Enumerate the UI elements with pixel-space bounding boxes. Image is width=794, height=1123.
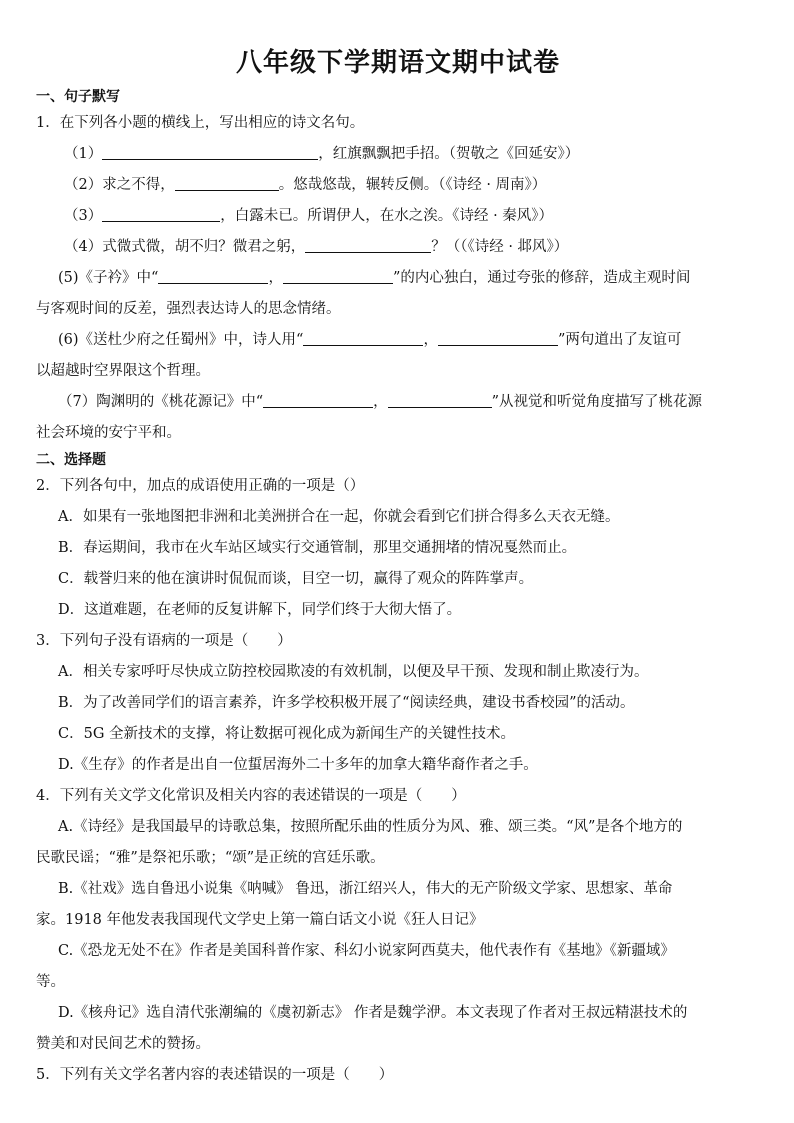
question-4-option-c-continued: 等。: [36, 974, 65, 990]
item-text: ，白露未已。所谓伊人，在水之涘。《诗经 · 秦风》）: [220, 208, 554, 224]
question-4-option-a[interactable]: A.《诗经》是我国最早的诗歌总集，按照所配乐曲的性质分为风、雅、颂三类。“风”是各个地方的: [58, 819, 683, 835]
question-4-stem: 4．下列有关文学文化常识及相关内容的表述错误的一项是（ ）: [36, 788, 466, 804]
answer-blank[interactable]: [102, 143, 318, 160]
section-heading-dictation: 一、句子默写: [36, 89, 120, 105]
item-text: 。悠哉悠哉，辗转反侧。（《诗经 · 周南》）: [278, 177, 547, 193]
question-1-item-2: [36, 170, 760, 201]
answer-blank[interactable]: [438, 329, 558, 346]
item-text: ”从视觉和听觉角度描写了桃花源: [491, 394, 703, 410]
question-2-option-d[interactable]: D．这道难题，在老师的反复讲解下，同学们终于大彻大悟了。: [58, 602, 462, 618]
item-text: （2）求之不得，: [64, 177, 175, 193]
question-3-option-b[interactable]: B．为了改善同学们的语言素养，许多学校积极开展了“阅读经典，建设书香校园”的活动。: [58, 695, 635, 711]
item-text: (5)《子衿》中“: [58, 270, 159, 286]
item-number: （1）: [64, 146, 103, 162]
answer-blank[interactable]: [263, 391, 373, 408]
question-1-item-6-continued: 以超越时空界限这个哲理。: [36, 363, 210, 379]
question-4-option-b-continued: 家。1918 年他发表我国现代文学史上第一篇白话文小说《狂人日记》: [36, 912, 484, 928]
answer-blank[interactable]: [102, 205, 220, 222]
question-1-item-1: [36, 139, 760, 170]
question-1-item-6: [36, 325, 760, 356]
question-2-stem: 2．下列各句中，加点的成语使用正确的一项是（）: [36, 478, 365, 494]
page-title: 八年级下学期语文期中试卷: [235, 48, 560, 78]
answer-blank[interactable]: [303, 329, 423, 346]
item-text: ？（（《诗经 · 邶风》）: [431, 239, 569, 255]
question-4-option-c[interactable]: C.《恐龙无处不在》作者是美国科普作家、科幻小说家阿西莫夫，他代表作有《基地》《新疆域》: [58, 943, 675, 959]
question-1-item-5-continued: 与客观时间的反差，强烈表达诗人的思念情绪。: [36, 301, 341, 317]
item-text: （7）陶渊明的《桃花源记》中“: [58, 394, 264, 410]
item-text: (6)《送杜少府之任蜀州》中，诗人用“: [58, 332, 304, 348]
question-1-item-7-continued: 社会环境的安宁平和。: [36, 425, 181, 441]
question-3-stem: 3．下列句子没有语病的一项是（ ）: [36, 633, 292, 649]
item-text: ”的内心独白，通过夸张的修辞，造成主观时间: [392, 270, 691, 286]
question-2-option-c[interactable]: C．载誉归来的他在演讲时侃侃而谈，目空一切，赢得了观众的阵阵掌声。: [58, 571, 534, 587]
item-text: ”两句道出了友谊可: [557, 332, 682, 348]
question-2-option-b[interactable]: B．春运期间，我市在火车站区域实行交通管制，那里交通拥堵的情况戛然而止。: [58, 540, 577, 556]
item-text: ，: [423, 332, 438, 348]
question-4-option-b[interactable]: B.《社戏》选自鲁迅小说集《呐喊》 鲁迅，浙江绍兴人，伟大的无产阶级文学家、思想家、革命: [58, 881, 673, 897]
answer-blank[interactable]: [158, 267, 268, 284]
question-1-stem: 1．在下列各小题的横线上，写出相应的诗文名句。: [36, 115, 365, 131]
section-heading-choice: 二、选择题: [36, 452, 106, 468]
question-1-item-7: [36, 387, 760, 418]
item-text: ，红旗飘飘把手招。（贺敬之《回延安》）: [318, 146, 580, 162]
question-3-option-d[interactable]: D.《生存》的作者是出自一位蜇居海外二十多年的加拿大籍华裔作者之手。: [58, 757, 538, 773]
item-number: （3）: [64, 208, 103, 224]
question-4-option-d-continued: 赞美和对民间艺术的赞扬。: [36, 1036, 210, 1052]
question-5-stem: 5．下列有关文学名著内容的表述错误的一项是（ ）: [36, 1067, 394, 1083]
item-text: （4）式微式微，胡不归？微君之躬，: [64, 239, 306, 255]
question-1-item-3: [36, 201, 760, 232]
question-1-item-4: [36, 232, 760, 263]
question-4-option-d[interactable]: D.《核舟记》选自清代张潮编的《虞初新志》 作者是魏学洢。本文表现了作者对王叔远精湛技术的: [58, 1005, 688, 1021]
answer-blank[interactable]: [283, 267, 393, 284]
question-2-option-a[interactable]: A．如果有一张地图把非洲和北美洲拼合在一起，你就会看到它们拼合得多么天衣无缝。: [58, 509, 620, 525]
question-1-item-5: [36, 263, 760, 294]
question-3-option-a[interactable]: A．相关专家呼吁尽快成立防控校园欺凌的有效机制，以便及早干预、发现和制止欺凌行为。: [58, 664, 649, 680]
answer-blank[interactable]: [388, 391, 492, 408]
item-text: ，: [268, 270, 283, 286]
answer-blank[interactable]: [175, 174, 279, 191]
question-4-option-a-continued: 民歌民谣；“雅”是祭祀乐歌；“颂”是正统的宫廷乐歌。: [36, 850, 385, 866]
answer-blank[interactable]: [305, 236, 431, 253]
item-text: ，: [373, 394, 388, 410]
question-3-option-c[interactable]: C．5G 全新技术的支撑，将让数据可视化成为新闻生产的关键性技术。: [58, 726, 516, 742]
